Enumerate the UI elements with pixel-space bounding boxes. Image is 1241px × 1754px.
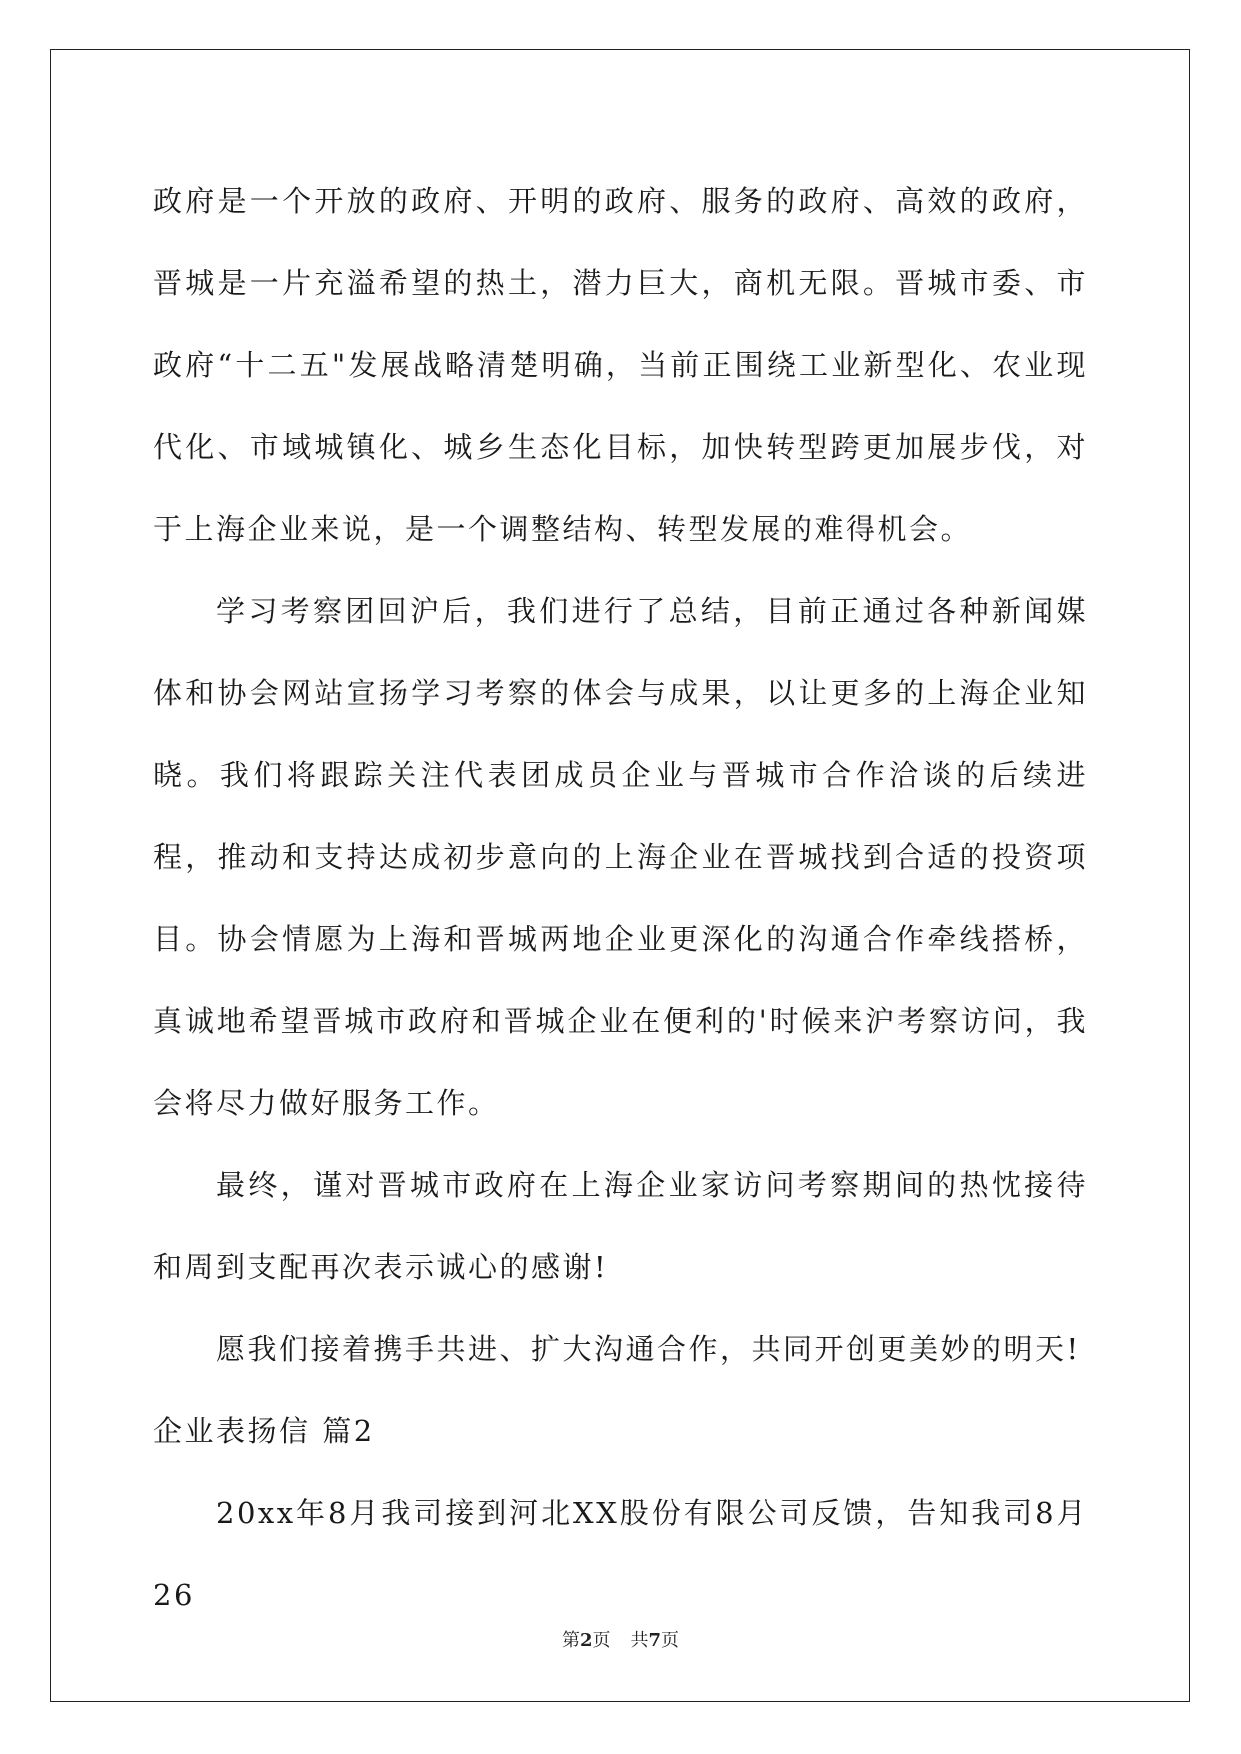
page-prefix: 第 xyxy=(561,1630,580,1651)
document-body xyxy=(153,160,1088,1636)
page-total: 7 xyxy=(648,1630,662,1651)
paragraph: 20xx年8月我司接到河北XX股份有限公司反馈，告知我司8月26 xyxy=(153,1496,1088,1612)
total-suffix: 页 xyxy=(661,1630,680,1651)
paragraph: 愿我们接着携手共进、扩大沟通合作，共同开创更美妙的明天! xyxy=(216,1332,1081,1366)
page-number: 2 xyxy=(579,1630,593,1651)
page-footer xyxy=(0,1626,1241,1652)
paragraph: 学习考察团回沪后，我们进行了总结，目前正通过各种新闻媒体和协会网站宣扬学习考察的体会与成果，以让更多的上海企业知晓。我们将跟踪关注代表团成员企业与晋城市合作洽谈的后续进程，推动和支持达成初步意向的上海企业在晋城找到合适的投资项目。协会情愿为上海和晋城两地企业更深化的沟通合作牵线搭桥，真诚地希望晋城市政府和晋城企业在便利的'时候来沪考察访问，我会将尽力做好服务工作。 xyxy=(153,594,1088,1120)
total-prefix: 共 xyxy=(630,1630,649,1651)
section-heading: 企业表扬信 篇2 xyxy=(153,1414,375,1448)
paragraph: 政府是一个开放的政府、开明的政府、服务的政府、高效的政府，晋城是一片充溢希望的热土，潜力巨大，商机无限。晋城市委、市政府“十二五"发展战略清楚明确，当前正围绕工业新型化、农业现代化、市域城镇化、城乡生态化目标，加快转型跨更加展步伐，对于上海企业来说，是一个调整结构、转型发展的难得机会。 xyxy=(153,184,1088,546)
page-suffix: 页 xyxy=(592,1630,611,1651)
paragraph: 最终，谨对晋城市政府在上海企业家访问考察期间的热忱接待和周到支配再次表示诚心的感谢! xyxy=(153,1168,1088,1284)
